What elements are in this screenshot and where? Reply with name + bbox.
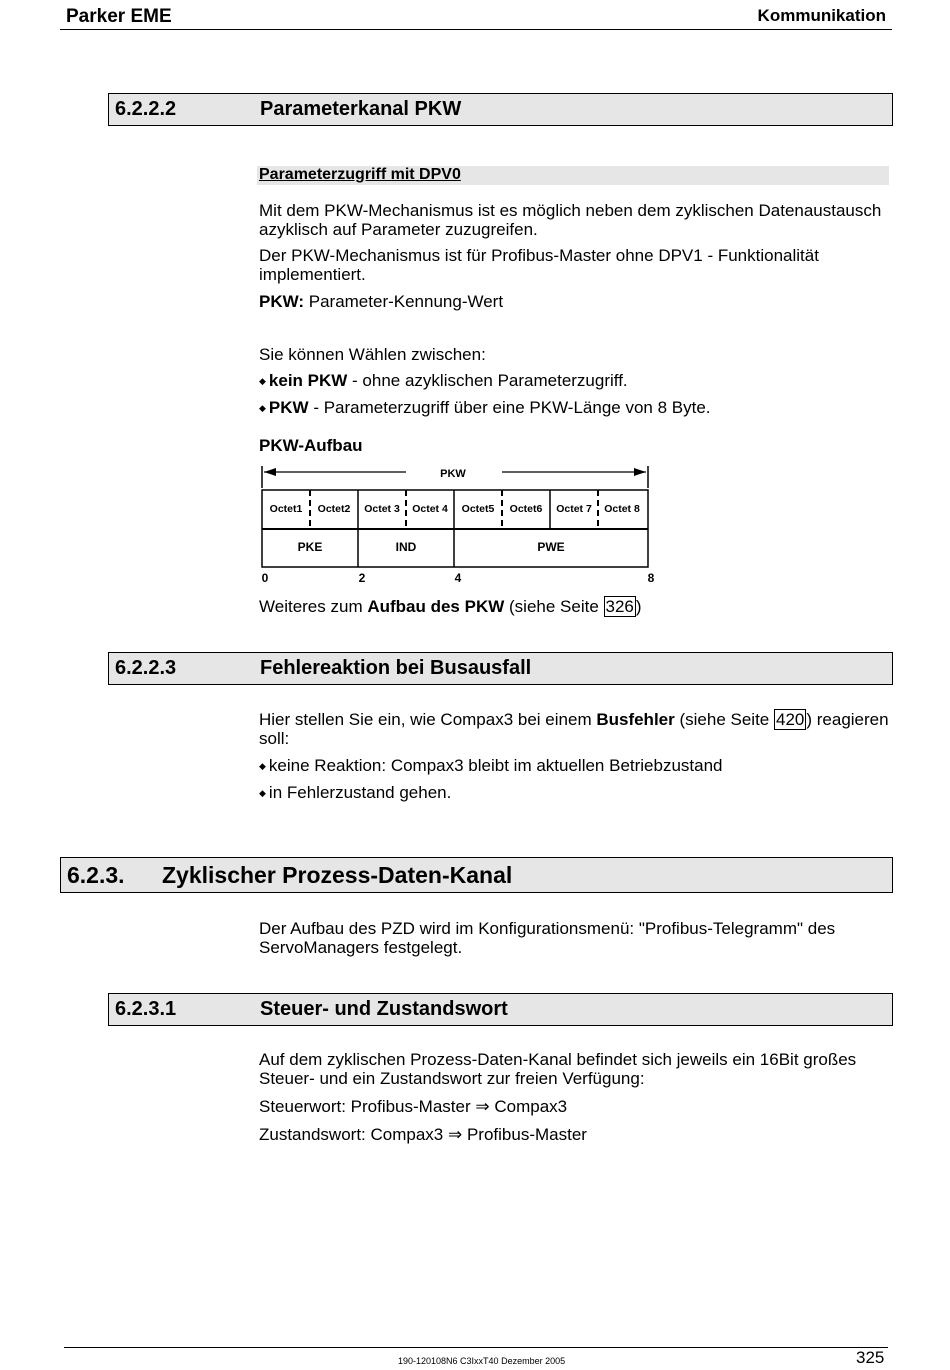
diagram-pkw-label: PKW (440, 468, 466, 480)
section-title: Parameterkanal PKW (260, 98, 462, 120)
right-arrow-icon: ⇒ (475, 1097, 490, 1116)
subheading-text: Parameterzugriff mit DPV0 (259, 166, 461, 183)
page-number: 325 (856, 1348, 885, 1367)
text-bold: Busfehler (596, 710, 675, 729)
zustandswort-line (259, 1125, 891, 1144)
text-run: ) (635, 597, 642, 616)
list-item (259, 398, 891, 420)
arrow-head-right (634, 468, 646, 476)
octet-label: Octet5 (461, 503, 495, 515)
text-run: (siehe Seite (674, 710, 774, 729)
scale-label: 8 (647, 571, 655, 585)
section-heading-6222 (108, 93, 893, 126)
pkw-structure-diagram (256, 462, 666, 592)
weiteres-paragraph (259, 597, 891, 616)
octet-label: Octet1 (269, 503, 303, 515)
pkw-definition (259, 292, 891, 311)
group-label-pwe: PWE (537, 540, 565, 554)
text-run: Weiteres zum (259, 597, 368, 616)
section-title: Fehlereaktion bei Busausfall (260, 657, 532, 679)
bullet-bold: kein PKW (268, 371, 348, 390)
busfehler-paragraph (259, 710, 891, 748)
text-run: Steuerwort: Profibus-Master (259, 1097, 471, 1116)
list-item (259, 371, 891, 393)
pzd-paragraph: Der Aufbau des PZD wird im Konfigurationsmenü: "Profibus-Telegramm" des ServoManagers festgelegt. (259, 919, 836, 957)
choose-text: Sie können Wählen zwischen: (259, 345, 486, 364)
footer-divider (64, 1347, 888, 1348)
section-number: 6.2.3. (67, 862, 125, 888)
paragraph-pkw-dpv1: Der PKW-Mechanismus ist für Profibus-Master ohne DPV1 - Funktionalität implementiert. (259, 246, 819, 284)
text-run: Compax3 (494, 1097, 568, 1116)
octet-label: Octet 3 (364, 503, 400, 515)
footer-document-code: 190-120108N6 C3IxxT40 Dezember 2005 (398, 1356, 566, 1366)
group-label-ind: IND (395, 540, 417, 554)
subheading-dpv0 (257, 166, 889, 185)
paragraph-pkw-mechanism: Mit dem PKW-Mechanismus ist es möglich neben dem zyklischen Datenaustausch azyklisch auf Parameter zuzugreifen. (259, 201, 882, 239)
bullet-text: - ohne azyklischen Parameterzugriff. (347, 371, 628, 390)
group-label-pke: PKE (297, 540, 323, 554)
page-reference-link[interactable]: 420 (775, 710, 805, 729)
octet-label: Octet 7 (556, 503, 592, 515)
octet-label: Octet 8 (604, 503, 640, 515)
pkw-aufbau-title: PKW-Aufbau (259, 436, 363, 455)
section-heading-6231 (108, 993, 893, 1026)
section-number: 6.2.2.3 (115, 657, 177, 679)
list-item: ◆ in Fehlerzustand gehen. (259, 783, 891, 805)
scale-label: 0 (261, 571, 269, 585)
text-run: Profibus-Master (466, 1125, 587, 1144)
text-run: Hier stellen Sie ein, wie Compax3 bei einem (259, 710, 597, 729)
section-heading-6223 (108, 652, 893, 685)
octet-label: Octet 4 (412, 503, 448, 515)
text-bold: Aufbau des PKW (367, 597, 505, 616)
text-run: Zustandswort: Compax3 (259, 1125, 444, 1144)
section-title: Steuer- und Zustandswort (260, 998, 508, 1020)
octet-label: Octet2 (317, 503, 351, 515)
page-reference-link[interactable]: 326 (605, 597, 634, 616)
scale-label: 4 (454, 571, 462, 585)
arrow-head-left (264, 468, 276, 476)
header-brand: Parker EME (66, 6, 172, 27)
bullet-text: - Parameterzugriff über eine PKW-Länge von 8 Byte. (308, 398, 711, 417)
text-run: (siehe Seite (504, 597, 604, 616)
header-chapter: Kommunikation (757, 6, 886, 25)
section-number: 6.2.3.1 (115, 998, 177, 1020)
section-number: 6.2.2.2 (115, 98, 177, 120)
octet-label: Octet6 (509, 503, 543, 515)
steuer-paragraph: Auf dem zyklischen Prozess-Daten-Kanal befindet sich jeweils ein 16Bit großes Steuer- und ein Zustandswort zur freien Verfügung: (259, 1050, 857, 1088)
bullet-bold: PKW (268, 398, 309, 417)
scale-label: 2 (358, 571, 366, 585)
list-item: ◆ keine Reaktion: Compax3 bleibt im aktuellen Betriebzustand (259, 756, 891, 778)
right-arrow-icon: ⇒ (447, 1125, 463, 1144)
pkw-term: PKW: (259, 292, 305, 311)
section-title: Zyklischer Prozess-Daten-Kanal (162, 862, 513, 888)
pkw-term-text: Parameter-Kennung-Wert (304, 292, 504, 311)
steuerwort-line (259, 1097, 891, 1116)
header-divider (60, 29, 892, 30)
section-heading-623 (60, 857, 893, 893)
text-run: ) reagieren soll: (259, 710, 889, 748)
